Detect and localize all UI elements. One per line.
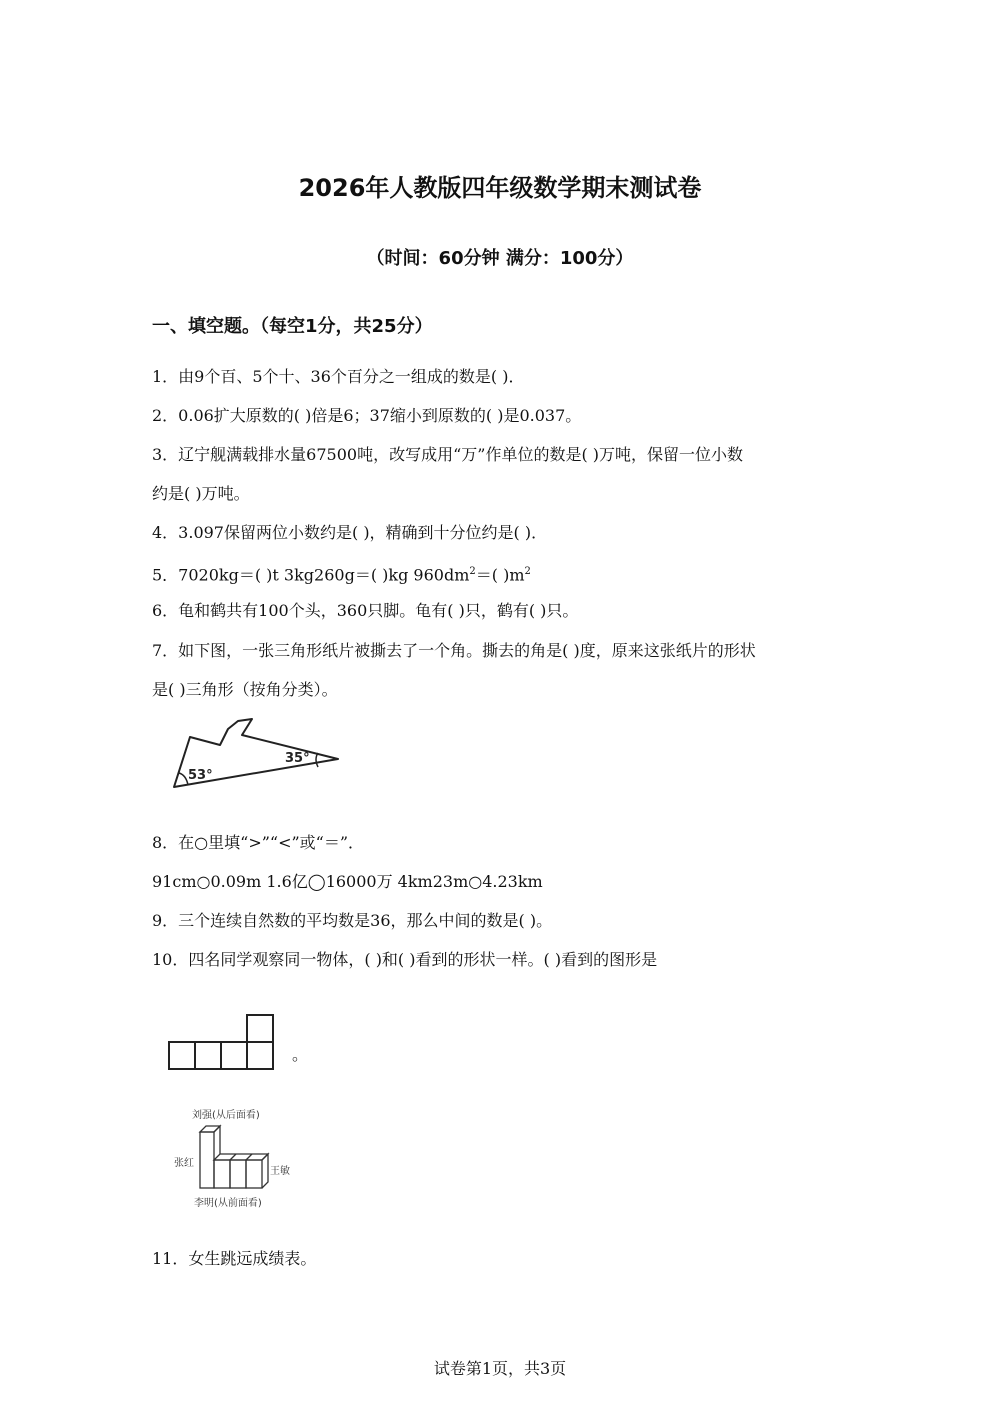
question-11: 11．女生跳远成绩表。	[152, 1249, 317, 1268]
question-3-line2: 约是( )万吨。	[152, 484, 250, 503]
question-5	[152, 561, 531, 586]
question-9: 9．三个连续自然数的平均数是36，那么中间的数是( )。	[152, 911, 553, 930]
angle-label-53: 53°	[188, 768, 213, 783]
view-shape-figure	[166, 1012, 278, 1074]
question-8-line1: 8．在○里填“>”“<”或“＝”．	[152, 833, 365, 852]
label-back-view: 刘强(从后面看)	[192, 1110, 260, 1121]
question-3-line1: 3．辽宁舰满载排水量67500吨，改写成用“万”作单位的数是( )万吨，保留一位小数	[152, 445, 744, 464]
label-left-view: 张红	[174, 1158, 194, 1169]
question-4: 4．3.097保留两位小数约是( )，精确到十分位约是( )．	[152, 523, 548, 542]
label-front-view: 李明(从前面看)	[194, 1198, 262, 1209]
question-7-line2: 是( )三角形（按角分类）。	[152, 680, 338, 699]
page-title: 2026年人教版四年级数学期末测试卷	[298, 174, 702, 202]
question-7-line1: 7．如下图，一张三角形纸片被撕去了一个角。撕去的角是( )度，原来这张纸片的形状	[152, 641, 756, 660]
section-heading: 一、填空题。（每空1分，共25分）	[152, 316, 433, 337]
question-2: 2．0.06扩大原数的( )倍是6；37缩小到原数的( )是0.037。	[152, 406, 582, 425]
question-1: 1．由9个百、5个十、36个百分之一组成的数是( )．	[152, 367, 525, 386]
question-5-part1: 5．7020kg＝( )t 3kg260g＝( )kg 960dm	[152, 565, 470, 585]
question-10: 10．四名同学观察同一物体，( )和( )看到的形状一样。( )看到的图形是	[152, 950, 658, 969]
torn-triangle-figure	[168, 715, 348, 795]
page-footer: 试卷第1页，共3页	[433, 1359, 567, 1378]
exam-info: （时间：60分钟 满分：100分）	[366, 248, 634, 269]
superscript: 2	[469, 566, 476, 577]
question-10-end: 。	[292, 1045, 309, 1064]
cube-arrangement-figure	[172, 1100, 302, 1218]
label-right-view: 王敏	[270, 1166, 290, 1177]
question-8-line2: 91cm○0.09m 1.6亿◯16000万 4km23m○4.23km	[152, 872, 543, 891]
angle-label-35: 35°	[285, 751, 310, 766]
question-5-part2: ＝( )m	[475, 565, 525, 585]
superscript: 2	[524, 566, 531, 577]
question-6: 6．龟和鹤共有100个头，360只脚。龟有( )只，鹤有( )只。	[152, 601, 579, 620]
